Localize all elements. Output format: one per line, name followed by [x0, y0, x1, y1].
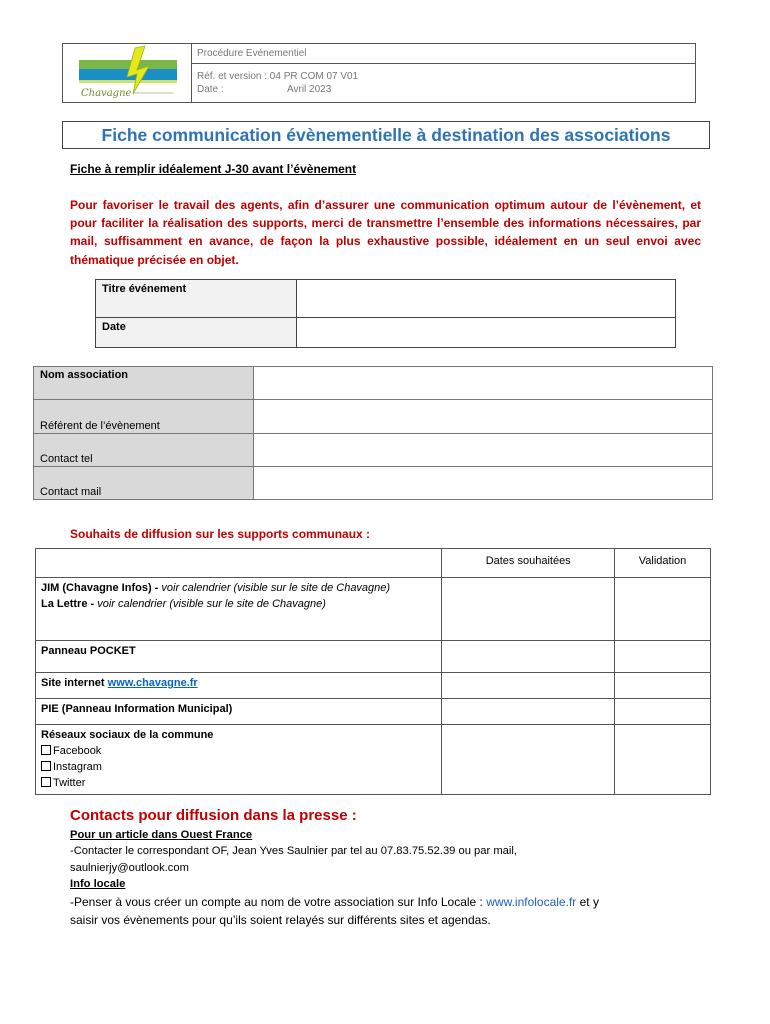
lettre-label: La Lettre -	[41, 598, 95, 610]
table-row	[96, 280, 676, 318]
table-row	[34, 367, 713, 400]
reseaux-validation-cell[interactable]	[615, 725, 711, 795]
contact-mail-label: Contact mail	[34, 467, 254, 500]
info-locale-text-b: et y	[576, 894, 599, 909]
diffusion-heading: Souhaits de diffusion sur les supports communaux :	[70, 527, 371, 541]
event-table	[95, 279, 676, 348]
facebook-label: Facebook	[53, 745, 102, 757]
document-date	[197, 84, 331, 95]
table-row	[36, 699, 711, 725]
site-label: Site internet	[41, 677, 105, 689]
pie-cell	[36, 699, 442, 725]
jim-validation-cell[interactable]	[615, 578, 711, 641]
event-title-label: Titre événement	[96, 280, 297, 318]
event-date-field[interactable]	[297, 318, 676, 348]
panneau-dates-cell[interactable]	[442, 641, 615, 673]
site-cell	[36, 673, 442, 699]
info-locale-text	[70, 893, 710, 911]
table-row	[34, 434, 713, 467]
contacts-heading: Contacts pour diffusion dans la presse :	[70, 807, 357, 824]
support-column-header	[36, 549, 442, 578]
table-row	[36, 578, 711, 641]
twitter-label: Twitter	[53, 777, 86, 789]
info-locale-text-a: -Penser à vous créer un compte au nom de votre association sur Info Locale :	[70, 894, 487, 909]
logo	[63, 44, 192, 102]
table-row	[34, 467, 713, 500]
jim-dates-cell[interactable]	[442, 578, 615, 641]
intro-text: Pour favoriser le travail des agents, afin d’assurer une communication optimum autour de l’évènement, et pour faciliter la réalisation des supports, merci de transmettre l’ensemble des informations nécessaires, par mail, suffisamment en avance, de façon la plus exhaustive possible, idéalement en un seul envoi avec thématique précisée en objet.	[70, 198, 701, 267]
page-title: Fiche communication évènementielle à destination des associations	[62, 121, 710, 149]
table-header-row	[36, 549, 711, 578]
reference-version: Réf. et version : 04 PR COM 07 V01	[197, 71, 359, 82]
table-row	[36, 641, 711, 673]
validation-column-header: Validation	[615, 549, 711, 578]
association-name-field[interactable]	[254, 367, 713, 400]
pie-validation-cell[interactable]	[615, 699, 711, 725]
event-date-label: Date	[96, 318, 297, 348]
jim-note: voir calendrier (visible sur le site de Chavagne)	[161, 582, 391, 594]
referent-field[interactable]	[254, 400, 713, 434]
contact-tel-field[interactable]	[254, 434, 713, 467]
twitter-checkbox[interactable]	[41, 777, 51, 787]
association-table	[33, 366, 713, 500]
document-header	[62, 43, 696, 103]
site-dates-cell[interactable]	[442, 673, 615, 699]
ouest-france-heading: Pour un article dans Ouest France	[70, 829, 253, 841]
reseaux-cell	[36, 725, 442, 795]
dates-column-header: Dates souhaitées	[442, 549, 615, 578]
facebook-checkbox[interactable]	[41, 745, 51, 755]
reseaux-dates-cell[interactable]	[442, 725, 615, 795]
contact-tel-label: Contact tel	[34, 434, 254, 467]
jim-label: JIM (Chavagne Infos) -	[41, 582, 159, 594]
event-title-field[interactable]	[297, 280, 676, 318]
instagram-label: Instagram	[53, 761, 102, 773]
jim-lettre-cell	[36, 578, 442, 641]
infolocale-link[interactable]: www.infolocale.fr	[486, 894, 577, 909]
reseaux-label: Réseaux sociaux de la commune	[41, 729, 214, 741]
date-label: Date :	[197, 84, 224, 95]
panneau-validation-cell[interactable]	[615, 641, 711, 673]
date-value: Avril 2023	[287, 84, 332, 95]
panneau-cell	[36, 641, 442, 673]
info-locale-heading: Info locale	[70, 878, 126, 891]
contact-mail-field[interactable]	[254, 467, 713, 500]
diffusion-table	[35, 548, 711, 795]
pie-dates-cell[interactable]	[442, 699, 615, 725]
info-locale-text-c: saisir vos évènements pour qu’ils soient relayés sur différents sites et agendas.	[70, 912, 491, 927]
table-row	[96, 318, 676, 348]
fiche-instruction: Fiche à remplir idéalement J-30 avant l’évènement	[70, 162, 357, 176]
panneau-label: Panneau POCKET	[41, 645, 136, 657]
press-contacts	[70, 827, 710, 929]
lettre-note: voir calendrier (visible sur le site de Chavagne)	[97, 598, 326, 610]
pie-label: PIE (Panneau Information Municipal)	[41, 703, 233, 715]
procedure-label: Procédure Evénementiel	[197, 48, 307, 59]
logo-text: Chavagne	[81, 88, 132, 99]
association-name-label: Nom association	[34, 367, 254, 400]
ouest-france-email: saulnierjy@outlook.com	[70, 861, 189, 874]
intro-paragraph	[70, 196, 701, 269]
ouest-france-text: -Contacter le correspondant OF, Jean Yves Saulnier par tel au 07.83.75.52.39 ou par mail,	[70, 845, 517, 858]
referent-label: Référent de l’évènement	[34, 400, 254, 434]
chavagne-site-link[interactable]: www.chavagne.fr	[107, 677, 198, 689]
table-row	[34, 400, 713, 434]
chavagne-logo-icon	[63, 44, 191, 102]
site-validation-cell[interactable]	[615, 673, 711, 699]
table-row	[36, 673, 711, 699]
instagram-checkbox[interactable]	[41, 761, 51, 771]
table-row	[36, 725, 711, 795]
